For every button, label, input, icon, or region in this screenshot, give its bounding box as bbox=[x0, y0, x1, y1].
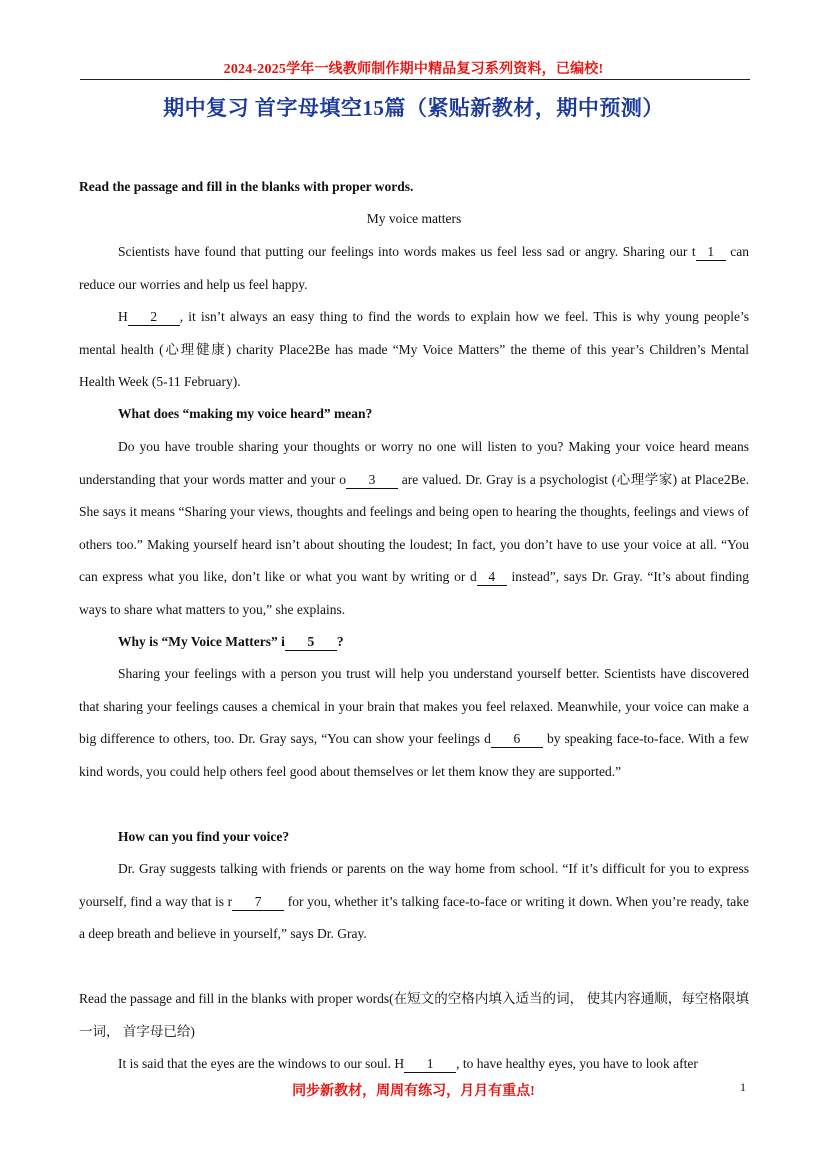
text-run: instead”, says Dr. Gray. “It’s about finding ways to share what matters to you,” she explains. bbox=[79, 569, 749, 617]
passage1-heading-3: How can you find your voice? bbox=[118, 829, 290, 844]
header-divider bbox=[80, 79, 750, 80]
passage1-paragraph-3 bbox=[79, 431, 749, 626]
text-run: for you, whether it’s talking face-to-face or writing it down. When you’re ready, take a deep breath and believe in yourself,” says Dr. Gray. bbox=[79, 893, 749, 941]
text-run: , to have healthy eyes, you have to look after bbox=[456, 1056, 698, 1071]
text-run: ? bbox=[336, 634, 344, 649]
footer-slogan: 同步新教材，周周有练习，月月有重点! bbox=[292, 1084, 535, 1099]
blank-5[interactable]: 5 bbox=[285, 634, 337, 651]
text-run: Do you have trouble sharing your thoughts or worry no one will listen to you? Making your voice heard means understanding that your words matter and your o bbox=[79, 439, 749, 487]
blank-2[interactable]: 2 bbox=[128, 309, 180, 326]
passage1-instruction: Read the passage and fill in the blanks with proper words. bbox=[79, 179, 414, 194]
text-run: Dr. Gray suggests talking with friends or parents on the way home from school. “If it’s difficult for you to express yourself, find a way that is r bbox=[79, 861, 749, 909]
blank-7[interactable]: 7 bbox=[232, 894, 284, 911]
text-run: Why is “My Voice Matters” i bbox=[118, 634, 285, 649]
text-run: Scientists have found that putting our feelings into words makes us feel less sad or angry. Sharing our t bbox=[118, 244, 696, 259]
passage1-paragraph-5 bbox=[79, 853, 749, 951]
passage2-instruction: Read the passage and fill in the blanks with proper words(在短文的空格内填入适当的词， 使其内容通顺，每空格限填一词， 首字母已给) bbox=[79, 991, 749, 1039]
blank-6[interactable]: 6 bbox=[491, 731, 543, 748]
document-title: 期中复习 首字母填空15篇（紧贴新教材，期中预测） bbox=[163, 96, 664, 120]
passage1-paragraph-2 bbox=[79, 301, 749, 399]
passage1-paragraph-1 bbox=[79, 236, 749, 301]
passage1-heading-1: What does “making my voice heard” mean? bbox=[118, 406, 373, 421]
text-run: Sharing your feelings with a person you trust will help you understand yourself better. Scientists have discovered that sharing your feelings causes a chemical in your brain that makes you feel relaxed. Meanwhile, your voice can make a big difference to others, too. Dr. Gray says, “You can show your feelings d bbox=[79, 666, 749, 746]
text-run: H bbox=[118, 309, 128, 324]
passage1-paragraph-4 bbox=[79, 658, 749, 788]
blank-1[interactable]: 1 bbox=[404, 1056, 456, 1073]
passage1-title: My voice matters bbox=[366, 211, 462, 226]
text-run: can reduce our worries and help us feel happy. bbox=[79, 244, 750, 292]
header-banner: 2024-2025学年一线教师制作期中精品复习系列资料，已编校! bbox=[223, 62, 604, 77]
passage1-heading-2 bbox=[79, 626, 749, 659]
page-number: 1 bbox=[740, 1080, 746, 1094]
text-run: by speaking face-to-face. With a few kind words, you could help others feel good about themselves or let them know they are supported.” bbox=[79, 731, 749, 779]
text-run: , it isn’t always an easy thing to find the words to explain how we feel. This is why young people’s mental health (心理健康) charity Place2Be has made “My Voice Matters” the theme of this year’s Children’s Mental Health Week (5-11 February). bbox=[79, 309, 749, 389]
blank-3[interactable]: 3 bbox=[346, 472, 398, 489]
text-run: are valued. Dr. Gray is a psychologist (心理学家) at Place2Be. She says it means “Sharing your views, thoughts and feelings and being open to hearing the thoughts, feelings and views of others too.” Making yourself heard isn’t about shouting the loudest; In fact, you don’t have to use your voice at all. “You can express what you like, don’t like or what you want by writing or d bbox=[79, 471, 749, 584]
blank-1[interactable]: 1 bbox=[696, 244, 726, 261]
text-run: It is said that the eyes are the windows to our soul. H bbox=[118, 1056, 405, 1071]
blank-4[interactable]: 4 bbox=[477, 569, 507, 586]
passage2-paragraph-1 bbox=[79, 1048, 749, 1081]
